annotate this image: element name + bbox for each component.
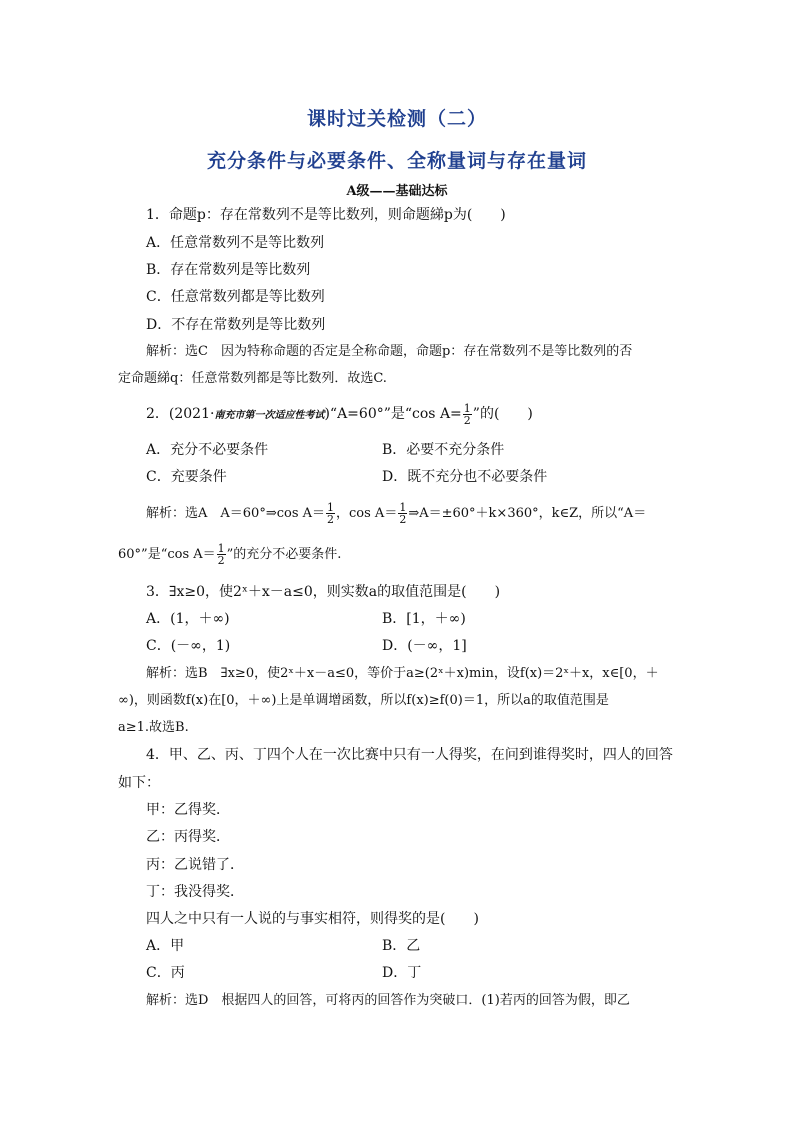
page-subtitle: 充分条件与必要条件、全称量词与存在量词 (206, 150, 587, 172)
q4-answer-ding: 丁：我没得奖． (146, 884, 244, 900)
q4-option-d: D．丁 (382, 965, 422, 981)
q1-option-d: D．不存在常数列是等比数列 (146, 317, 326, 333)
q2-option-a: A．充分不必要条件 (146, 442, 269, 458)
q2-stem-pre: 2．(2021· (146, 406, 215, 422)
q2-analysis-line1: 解析：选A A＝60°⇒cos A＝ $\frac{1}{2}$ ，cos A＝ $\frac{1}{2}$ ⇒A＝±60°＋k×360°，k∈Z，所以“A＝ (146, 501, 647, 526)
q2-option-d: D．既不充分也不必要条件 (382, 469, 548, 485)
level-heading: A级——基础达标 (346, 184, 448, 199)
q4-answer-yi: 乙：丙得奖． (146, 829, 230, 845)
q2-analysis-line2: 60°”是“cos A＝ $\frac{1}{2}$ ”的充分不必要条件. (118, 542, 342, 567)
q3-option-b: B．[1，＋∞) (382, 611, 466, 627)
page-title: 课时过关检测（二） (306, 108, 487, 130)
q4-analysis-line1: 解析：选D 根据四人的回答，可将丙的回答作为突破口．(1)若丙的回答为假，即乙 (146, 993, 630, 1008)
q4-option-c: C．丙 (146, 965, 185, 981)
q4-question: 四人之中只有一人说的与事实相符，则得奖的是( ) (146, 911, 479, 927)
q2-source: 南充市第一次适应性考试 (214, 410, 325, 421)
q1-analysis-line2: 定命题綈q：任意常数列都是等比数列．故选C. (118, 371, 387, 386)
q3-analysis-line2: ∞)，则函数f(x)在[0，＋∞)上是单调增函数，所以f(x)≥f(0)＝1，所以a的取值范围是 (118, 693, 609, 708)
q4-option-b: B．乙 (382, 938, 421, 954)
q3-stem: 3．∃x≥0，使2ˣ＋x－a≤0，则实数a的取值范围是( ) (146, 584, 501, 600)
q2-option-b: B．必要不充分条件 (382, 442, 505, 458)
q1-option-a: A．任意常数列不是等比数列 (146, 235, 325, 251)
q3-option-d: D．(－∞，1] (382, 638, 467, 654)
q2-stem-post: ”的( ) (472, 406, 533, 422)
q3-option-a: A．(1，＋∞) (146, 611, 230, 627)
q3-analysis-line3: a≥1.故选B. (118, 720, 189, 735)
q2-option-c: C．充要条件 (146, 469, 227, 485)
q4-answer-bing: 丙：乙说错了． (146, 857, 244, 873)
q1-option-c: C．任意常数列都是等比数列 (146, 289, 325, 305)
q2-stem (146, 400, 533, 430)
q1-option-b: B．存在常数列是等比数列 (146, 262, 311, 278)
q2-fraction: $\frac{1}{2}$ (463, 401, 471, 427)
q3-analysis-line1: 解析：选B ∃x≥0，使2ˣ＋x－a≤0，等价于a≥(2ˣ＋x)min，设f(x)＝2ˣ＋x，x∈[0，＋ (146, 666, 659, 681)
q3-option-c: C．(－∞，1) (146, 638, 231, 654)
q2-stem-mid: )“A=60°”是“cos A= (324, 406, 462, 422)
q4-stem-line1: 4．甲、乙、丙、丁四个人在一次比赛中只有一人得奖，在问到谁得奖时，四人的回答 (146, 747, 673, 763)
q1-analysis-line1: 解析：选C 因为特称命题的否定是全称命题，命题p：存在常数列不是等比数列的否 (146, 344, 633, 359)
q1-stem: 1．命题p：存在常数列不是等比数列，则命题綈p为( ) (146, 207, 506, 223)
q4-option-a: A．甲 (146, 938, 185, 954)
q4-stem-line2: 如下： (118, 775, 160, 791)
q4-answer-jia: 甲：乙得奖． (146, 802, 230, 818)
